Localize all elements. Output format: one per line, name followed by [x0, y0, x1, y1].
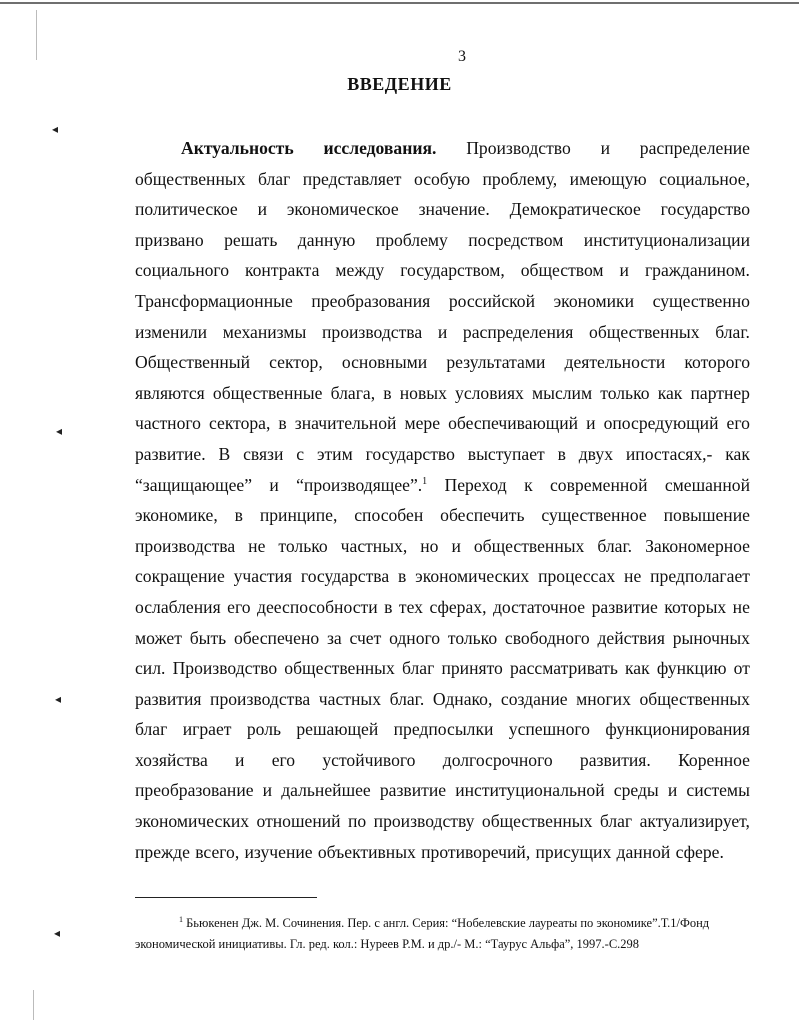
word: и: [437, 321, 448, 342]
word: сокращение: [135, 566, 225, 587]
text-line: [135, 623, 750, 654]
word: Демократическое: [509, 199, 641, 220]
word: Производство: [172, 658, 278, 679]
word: принято: [441, 658, 503, 679]
word: счет: [349, 627, 382, 648]
word: только: [600, 382, 650, 403]
word: государства: [300, 566, 390, 587]
word: мере: [404, 413, 441, 434]
word: в: [397, 566, 407, 587]
binding-mark: ◂: [54, 926, 61, 940]
word: благ: [257, 168, 291, 189]
word: современной: [549, 474, 648, 495]
word: представляет: [302, 168, 402, 189]
word: обеспечено: [233, 627, 320, 648]
word: может: [135, 627, 182, 648]
word: по: [348, 811, 367, 832]
word: механизмы: [222, 321, 307, 342]
word: данную: [297, 229, 356, 250]
scan-edge: [33, 990, 34, 1020]
word: производства: [135, 535, 236, 556]
word: развития: [135, 688, 202, 709]
word: посредством: [468, 229, 564, 250]
word: его: [271, 749, 296, 770]
word: благ.: [389, 688, 425, 709]
word: сил.: [135, 658, 166, 679]
word: рассматривать: [510, 658, 618, 679]
word: особую: [413, 168, 471, 189]
word: имеющую: [569, 168, 647, 189]
word: в: [557, 443, 566, 464]
word: противоречий,: [421, 841, 531, 862]
word: институционализации: [583, 229, 750, 250]
word: участия: [233, 566, 293, 587]
word: основными: [341, 352, 428, 373]
word: только: [278, 535, 328, 556]
word: развитие.: [135, 443, 206, 464]
word: актуализирует,: [639, 811, 750, 832]
word: благ.: [715, 321, 750, 342]
word: присущих: [535, 841, 612, 862]
word: рыночных: [672, 627, 750, 648]
word: благ.: [597, 535, 633, 556]
word: объективных: [317, 841, 416, 862]
word: институциональной: [455, 780, 605, 801]
text-line: [135, 347, 750, 378]
word: выступает: [467, 443, 545, 464]
word: благ: [401, 658, 435, 679]
word: экономических: [415, 566, 530, 587]
footnote-separator: [135, 897, 317, 898]
binding-mark: ◂: [56, 424, 63, 438]
word: производству: [373, 811, 475, 832]
word: от: [733, 658, 750, 679]
word: проблему: [375, 229, 448, 250]
word: хозяйства: [135, 749, 208, 770]
text-line: [135, 255, 750, 286]
word: решать: [224, 229, 278, 250]
page-number: 3: [458, 48, 466, 65]
word: которых: [664, 596, 727, 617]
word: предполагает: [650, 566, 750, 587]
word: Однако,: [432, 688, 493, 709]
text-line: [135, 378, 750, 409]
text-line: [135, 225, 750, 256]
footnote-marker: 1: [179, 915, 183, 924]
word: ослабления: [135, 596, 221, 617]
word: частного: [135, 413, 201, 434]
word: не: [624, 566, 642, 587]
word: являются: [135, 382, 205, 403]
text-line: [135, 592, 750, 623]
binding-mark: ◂: [52, 122, 59, 136]
text-line: [135, 745, 750, 776]
word: действия: [597, 627, 665, 648]
word: обеспечить: [440, 505, 525, 526]
word: контракта: [244, 260, 320, 281]
word: опосредующий: [603, 413, 719, 434]
word: распределение: [639, 138, 750, 158]
word: российской: [448, 290, 535, 311]
footnote-line: $^1$ Бьюкенен Дж. М. Сочинения. Пер. с англ. Серия: “Нобелевские лауреаты по экономике”.Т.1/Фонд: [179, 915, 710, 930]
word: общественных: [589, 321, 700, 342]
word: существенное: [541, 505, 647, 526]
word: развитие: [591, 596, 658, 617]
word: но: [420, 535, 439, 556]
word: результатами: [446, 352, 546, 373]
word: между: [335, 260, 385, 281]
text-line: [135, 133, 750, 164]
word: Общественный: [135, 352, 251, 373]
word: призвано: [135, 229, 204, 250]
word: ипостасях,-: [625, 443, 713, 464]
word: успешного: [508, 719, 590, 740]
word: двух: [578, 443, 613, 464]
footnote: [135, 913, 750, 955]
word: не: [248, 535, 266, 556]
word: мыслим: [532, 382, 593, 403]
text-line: [135, 286, 750, 317]
text-line: [135, 317, 750, 348]
word: гражданином.: [644, 260, 750, 281]
word: предпосылки: [393, 719, 494, 740]
word: и: [262, 780, 273, 801]
text-line: [135, 837, 750, 868]
word: развития.: [579, 749, 651, 770]
word: прежде: [135, 841, 190, 862]
word: за: [326, 627, 342, 648]
word: тех: [398, 596, 423, 617]
word: не: [732, 596, 750, 617]
word: изменили: [135, 321, 208, 342]
word: частных,: [340, 535, 408, 556]
word: Актуальность: [181, 138, 294, 158]
word: исследования.: [323, 138, 437, 158]
word: сектор,: [269, 352, 323, 373]
footnote-reference: 1: [422, 475, 428, 487]
word: отношений: [256, 811, 341, 832]
word: в: [278, 413, 287, 434]
word: и: [269, 474, 279, 495]
word: долгосрочного: [442, 749, 553, 770]
scan-edge: [36, 10, 37, 60]
word: создание: [500, 688, 568, 709]
word: преобразование: [135, 780, 254, 801]
text-line: [135, 194, 750, 225]
word: производства: [321, 321, 423, 342]
word: общественные: [212, 382, 323, 403]
word: социальное,: [659, 168, 750, 189]
word: проблему,: [482, 168, 558, 189]
word: в: [383, 382, 392, 403]
word: только: [447, 627, 498, 648]
body-text: [135, 133, 750, 867]
word: условиях: [455, 382, 524, 403]
word: развитие: [379, 780, 447, 801]
text-line: [135, 806, 750, 837]
word: принципе,: [259, 505, 338, 526]
text-line: [135, 470, 750, 501]
word: как: [657, 382, 683, 403]
word: В: [218, 443, 231, 464]
page-title: ВВЕДЕНИЕ: [347, 74, 452, 94]
binding-mark: ◂: [55, 692, 62, 706]
word: дальнейшее: [281, 780, 371, 801]
word: существенно: [652, 290, 750, 311]
word: и: [235, 749, 245, 770]
word: обеспечивающий: [448, 413, 579, 434]
word: политическое: [135, 199, 238, 220]
text-line: [135, 775, 750, 806]
word: и: [586, 413, 596, 434]
word: экономики: [553, 290, 635, 311]
word: достаточное: [492, 596, 586, 617]
word: способен: [354, 505, 424, 526]
word: изучение: [244, 841, 313, 862]
word: экономических: [135, 811, 250, 832]
word: этим: [316, 443, 353, 464]
word: сектора,: [208, 413, 271, 434]
word: системы: [686, 780, 750, 801]
text-line: [135, 653, 750, 684]
word: блага,: [330, 382, 376, 403]
word: общественных: [135, 168, 246, 189]
word: государство: [660, 199, 750, 220]
word: роль: [246, 719, 281, 740]
word: Переход: [444, 474, 507, 495]
word: всего,: [195, 841, 240, 862]
word: общественных: [473, 535, 585, 556]
text-line: [135, 439, 750, 470]
word: государство: [365, 443, 455, 464]
word: как: [625, 658, 650, 679]
word: обществом: [520, 260, 604, 281]
text-line: [135, 408, 750, 439]
word: Трансформационные: [135, 290, 293, 311]
word: быть: [189, 627, 227, 648]
word: смешанной: [664, 474, 750, 495]
word: к: [524, 474, 533, 495]
word: социального: [135, 260, 229, 281]
word: данной: [616, 841, 671, 862]
word: связи: [243, 443, 284, 464]
word: экономическое: [286, 199, 399, 220]
word: процессах: [538, 566, 616, 587]
word: общественных: [639, 688, 750, 709]
word: распределения: [462, 321, 574, 342]
word: общественных: [481, 811, 593, 832]
word: Закономерное: [645, 535, 750, 556]
word: в: [234, 505, 243, 526]
top-border: [0, 2, 799, 4]
word: свободного: [504, 627, 590, 648]
text-line: [135, 164, 750, 195]
word: экономике,: [135, 505, 218, 526]
word: функцию: [656, 658, 727, 679]
text-line: [135, 714, 750, 745]
word: его: [227, 596, 251, 617]
word: партнер: [690, 382, 750, 403]
text-line: [135, 561, 750, 592]
word: производства: [210, 688, 311, 709]
word: его: [726, 413, 750, 434]
word: дееспособности: [257, 596, 378, 617]
word: одного: [389, 627, 441, 648]
word: играет: [182, 719, 232, 740]
word: Производство: [466, 138, 571, 158]
word: преобразования: [311, 290, 431, 311]
text-line: [135, 531, 750, 562]
word: деятельности: [564, 352, 666, 373]
word: как: [725, 443, 750, 464]
word: благ: [135, 719, 168, 740]
word: в: [384, 596, 393, 617]
footnote-line: экономической инициативы. Гл. ред. кол.: Нуреев Р.М. и др./- М.: “Таурус Альфа”, 1997.-С.298: [135, 937, 640, 951]
word: значение.: [418, 199, 490, 220]
word: и: [257, 199, 267, 220]
word: решающей: [296, 719, 379, 740]
word: благ: [599, 811, 633, 832]
word: “защищающее”: [135, 474, 253, 495]
word: “производящее”.$^1$: [296, 474, 428, 495]
word: сфере.: [675, 841, 724, 862]
word: и: [600, 138, 610, 158]
word: и: [451, 535, 461, 556]
word: среды: [613, 780, 659, 801]
word: Коренное: [678, 749, 750, 770]
word: и: [667, 780, 678, 801]
text-line: [135, 500, 750, 531]
word: которого: [684, 352, 750, 373]
text-line: [135, 684, 750, 715]
word: функционирования: [605, 719, 750, 740]
word: общественных: [284, 658, 395, 679]
word: сферах,: [429, 596, 487, 617]
word: частных: [318, 688, 381, 709]
word: государством,: [400, 260, 505, 281]
word: устойчивого: [322, 749, 416, 770]
word: новых: [399, 382, 447, 403]
word: и: [619, 260, 629, 281]
word: повышение: [663, 505, 750, 526]
word: многих: [576, 688, 631, 709]
word: значительной: [294, 413, 397, 434]
word: с: [296, 443, 305, 464]
